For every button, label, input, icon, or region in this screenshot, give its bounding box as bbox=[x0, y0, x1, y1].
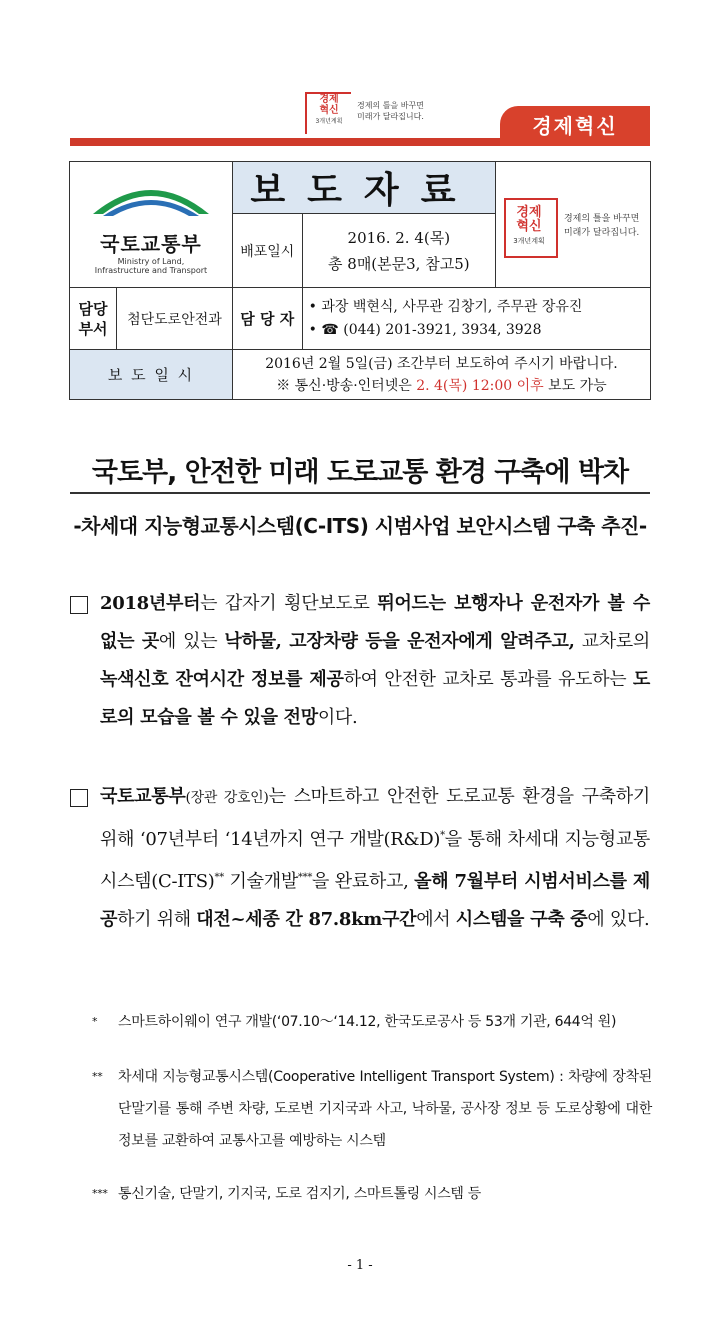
distribution-date: 2016. 2. 4(목) bbox=[347, 228, 451, 247]
distribution-label: 배포일시 bbox=[232, 214, 302, 288]
ministry-logo-cell bbox=[70, 162, 233, 288]
department-label bbox=[70, 288, 117, 350]
embargo-label: 보 도 일 시 bbox=[70, 350, 233, 400]
paragraph-1: 2018년부터는 갑자기 횡단보도로 뛰어드는 보행자나 운전자가 볼 수 없는 곳에 있는 낙하물, 고장차량 등을 운전자에게 알려주고, 교차로의 녹색신호 잔여시간 정보를 제공하여 안전한 교차로 통과를 유도하는 도로의 모습을 볼 수 있을 전망이다. bbox=[100, 593, 650, 728]
bullet-box-icon bbox=[70, 596, 88, 614]
subheadline: -차세대 지능형교통시스템(C-ITS) 시범사업 보안시스템 구축 추진- bbox=[73, 514, 647, 538]
embargo-line2: ※ 통신·방송·인터넷은 2. 4(목) 12:00 이후 보도 가능 bbox=[276, 377, 607, 394]
embargo-line1: 2016년 2월 5일(금) 조간부터 보도하여 주시기 바랍니다. bbox=[265, 355, 618, 372]
emblem2-line3: 3개년계획 bbox=[513, 236, 545, 245]
emblem-cell bbox=[495, 162, 650, 288]
contact-person-label: 담 당 자 bbox=[232, 288, 302, 350]
department-value: 첨단도로안전과 bbox=[116, 288, 232, 350]
page-number: - 1 - bbox=[347, 1258, 373, 1273]
emblem-slogan1: 경제의 틀을 바꾸면 bbox=[357, 101, 424, 110]
headline-rule bbox=[70, 492, 650, 494]
economic-innovation-emblem bbox=[305, 92, 445, 132]
ministry-eng-line1: Ministry of Land, bbox=[117, 257, 185, 266]
emblem2-slogan2: 미래가 달라집니다. bbox=[563, 227, 640, 238]
emblem-line3: 3개년계획 bbox=[315, 118, 343, 125]
ministry-name: 국토교통부 bbox=[100, 232, 202, 256]
contact-names: • 과장 백현식, 사무관 김창기, 주무관 장유진 bbox=[308, 298, 583, 315]
bullet-box-icon bbox=[70, 789, 88, 807]
press-release-title: 보도자료 bbox=[232, 162, 495, 214]
distribution-pages: 총 8매(본문3, 참고5) bbox=[328, 254, 470, 273]
footnote-3: *** 통신기술, 단말기, 기지국, 도로 검지기, 스마트톨링 시스템 등 bbox=[92, 1186, 482, 1202]
contact-person-info bbox=[302, 288, 650, 350]
economic-innovation-tag: 경제혁신 bbox=[500, 106, 650, 146]
ministry-logo-icon bbox=[81, 174, 221, 224]
embargo-info bbox=[232, 350, 650, 400]
emblem-line2: 혁신 bbox=[319, 105, 339, 116]
footnote-1: * 스마트하이웨이 연구 개발(‘07.10～‘14.12, 한국도로공사 등 53개 기관, 644억 원) bbox=[92, 1014, 617, 1030]
department-label-line2: 부서 bbox=[78, 319, 108, 338]
embargo-time: 2. 4(목) 12:00 이후 bbox=[416, 377, 544, 394]
emblem-line1: 경제 bbox=[319, 94, 339, 105]
department-label-line1: 담당 bbox=[78, 299, 108, 318]
footnote-2: ** 차세대 지능형교통시스템(Cooperative Intelligent Transport System) : 차량에 장착된 단말기를 통해 주변 차량, 도로변 기지국과 사고, 낙하물, 공사장 정보 등 도로상황에 대한 정보를 교환하여 교통사고를 예방하는 시스템 bbox=[92, 1069, 652, 1149]
distribution-info bbox=[302, 214, 495, 288]
emblem2-line1: 경제 bbox=[516, 204, 542, 220]
emblem2-line2: 혁신 bbox=[516, 218, 542, 234]
paragraph-2: 국토교통부(장관 강호인)는 스마트하고 안전한 도로교통 환경을 구축하기 위해 ‘07년부터 ‘14년까지 연구 개발(R&D)*을 통해 차세대 지능형교통시스템(C-ITS)** 기술개발***을 완료하고, 올해 7월부터 시범서비스를 제공하기 위해 대전~세종 간 87.8km구간에서 시스템을 구축 중에 있다. bbox=[100, 786, 651, 930]
contact-phone: • ☎ (044) 201-3921, 3934, 3928 bbox=[308, 321, 542, 338]
headline: 국토부, 안전한 미래 도로교통 환경 구축에 박차 bbox=[91, 457, 629, 488]
ministry-eng-line2: Infrastructure and Transport bbox=[94, 266, 208, 275]
emblem-slogan2: 미래가 달라집니다. bbox=[357, 112, 424, 121]
emblem2-slogan1: 경제의 틀을 바꾸면 bbox=[563, 213, 640, 224]
emblem-text bbox=[309, 94, 349, 127]
press-release-header-table bbox=[69, 161, 651, 400]
